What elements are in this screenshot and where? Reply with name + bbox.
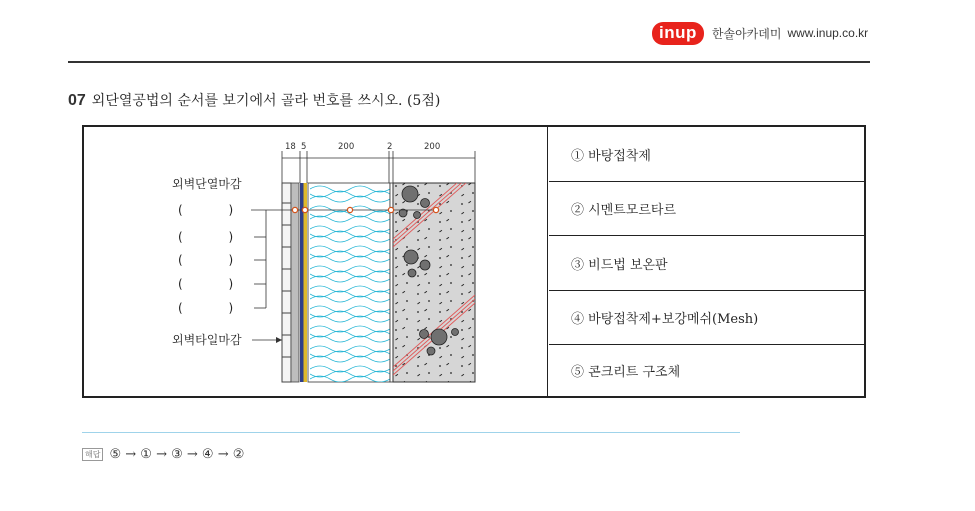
dim-label-5: 200 [424,142,441,152]
question-box [82,125,866,398]
question-text: 외단열공법의 순서를 보기에서 골라 번호를 쓰시오. (5점) [91,93,441,109]
blank-1: ( ) [178,203,234,217]
answer-divider [82,432,740,433]
academy-name: 한솔아카데미 [711,26,782,41]
wall-section-diagram [84,127,547,396]
blank-5: ( ) [178,301,234,315]
option-1: ① 바탕접착제 [549,127,864,182]
answer-line [82,447,244,462]
dim-label-1: 18 [285,142,296,152]
question-line [68,90,440,110]
blank-4: ( ) [178,277,234,291]
answer-tag: 해답 [82,448,103,461]
wall-section-figure [84,127,548,396]
dim-label-3: 200 [338,142,355,152]
label-exterior-insulation-finish: 외벽단열마감 [172,177,242,191]
option-2: ② 시멘트모르타르 [549,182,864,236]
blank-3: ( ) [178,253,234,267]
blank-2: ( ) [178,230,234,244]
inup-logo-badge: inup [652,22,704,45]
mesh-layer [300,183,304,382]
answer-text: ⑤ → ① → ③ → ④ → ② [109,447,245,462]
option-3: ③ 비드법 보온판 [549,236,864,291]
dim-label-2: 5 [301,142,307,152]
publisher-logo [652,18,868,48]
dim-label-4: 2 [387,142,393,152]
option-5: ⑤ 콘크리트 구조체 [571,365,681,380]
site-url[interactable]: www.inup.co.kr [787,26,869,40]
dimension-line [282,151,475,183]
header-divider [68,61,870,63]
label-exterior-tile-finish: 외벽타일마감 [172,333,242,347]
options-list [549,127,864,396]
concrete-structure [393,167,475,382]
question-number: 07 [68,92,86,109]
option-4: ④ 바탕접착제+보강메쉬(Mesh) [549,291,864,345]
